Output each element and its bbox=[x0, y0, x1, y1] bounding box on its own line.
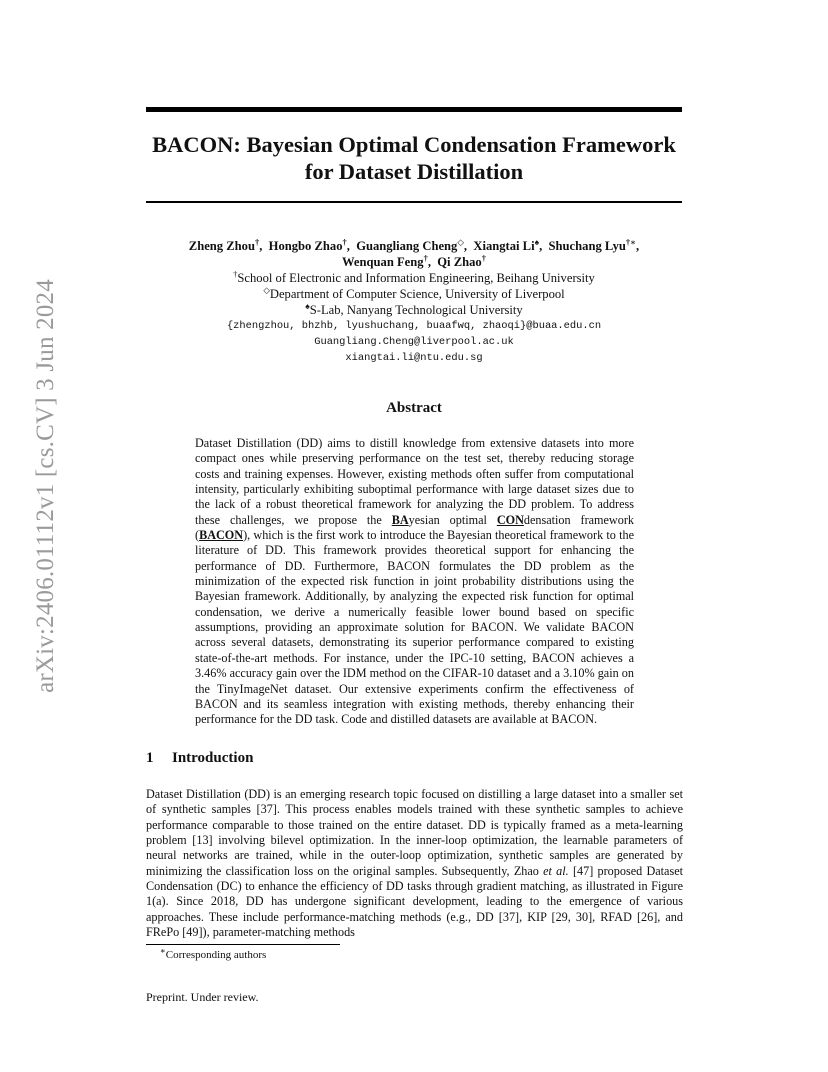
author-name: Xiangtai Li bbox=[473, 239, 535, 253]
arxiv-stamp bbox=[26, 279, 66, 693]
title-top-rule bbox=[146, 107, 682, 112]
affiliation-mark: ♠ bbox=[305, 300, 310, 311]
acronym-ba: BA bbox=[391, 512, 409, 527]
author-name: Shuchang Lyu bbox=[548, 239, 626, 253]
author-mark: † bbox=[342, 236, 347, 247]
affiliation-mark: ◇ bbox=[263, 284, 270, 295]
abstract-text: densation framework ( bbox=[195, 512, 634, 543]
affiliation-liverpool bbox=[146, 286, 682, 302]
affiliation-text: S-Lab, Nanyang Technological University bbox=[309, 303, 523, 317]
title-bottom-rule bbox=[146, 201, 682, 203]
author-mark: † bbox=[254, 236, 260, 247]
intro-text: [47] proposed Dataset Condensation (DC) to enhance the efficiency of DD tasks through gradient matching, as illustrated in Figure 1(a). Since 2018, DD has undergone significant development, leading to the emergence of various approaches. These include performance-matching methods (e.g., DD [37], KIP [29, 30], RFAD [26], and FRePo [49]), parameter-matching methods bbox=[146, 863, 684, 940]
arxiv-stamp-text: arXiv:2406.01112v1 [cs.CV] 3 Jun 2024 bbox=[32, 279, 59, 693]
email-ntu[interactable]: xiangtai.li@ntu.edu.sg bbox=[345, 352, 483, 364]
section-title: Introduction bbox=[172, 750, 254, 766]
page-footer: Preprint. Under review. bbox=[146, 990, 259, 1004]
intro-etal: et al. bbox=[543, 863, 569, 878]
abstract-text: Dataset Distillation (DD) aims to distill knowledge from extensive datasets into more compact ones while preserving performance on the test set, thereby reducing storage costs and training expenses. However, existing methods often suffer from computational intensity, particularly exhibiting suboptimal performance with large dataset sizes due to the lack of a robust theoretical framework for analyzing the DD problem. To address these challenges, we propose the bbox=[195, 436, 634, 527]
introduction-body bbox=[146, 787, 683, 940]
author-mark: † bbox=[481, 252, 486, 263]
author-mark: ◇ bbox=[457, 236, 464, 247]
abstract-text: ), which is the first work to introduce the Bayesian theoretical framework to the literature of DD. This framework provides theoretical support for enhancing the performance of DD. Furthermore, BACON formulates the DD problem as the minimization of the expected risk function in joint probability distributions using the Bayesian framework. Additionally, by analyzing the expected risk function for optimal condensation, we derive a numerically feasible lower bound based on specific assumptions, providing an approximate solution for BACON. We validate BACON across several datasets, demonstrating its superior performance compared to existing state-of-the-art methods. For instance, under the IPC-10 setting, BACON achieves a 3.46% accuracy gain over the IDM method on the CIFAR-10 dataset and a 3.10% gain on the TinyImageNet dataset. Our extensive experiments confirm the effectiveness of BACON and its seamless integration with existing methods, thereby enhancing their performance for the DD task. Code and distilled datasets are available at BACON. bbox=[195, 528, 634, 727]
acronym-con: CON bbox=[496, 512, 524, 527]
abstract-text: yesian optimal bbox=[408, 512, 497, 527]
section-heading bbox=[146, 750, 253, 767]
footnote-text: Corresponding authors bbox=[165, 949, 267, 961]
abstract-body bbox=[195, 436, 634, 728]
author-list: Zheng Zhou†, Hongbo Zhao†, Guangliang Cheng◇, Xiangtai Li♠, Shuchang Lyu†∗, Wenquan Feng†, Qi Zhao† bbox=[188, 236, 640, 269]
intro-text: Dataset Distillation (DD) is an emerging research topic focused on distilling a large dataset into a smaller set of synthetic samples [37]. This process enables models trained with these synthetic samples to achieve performance comparable to those trained on the entire dataset. DD is typically framed as a meta-learning problem [13] involving bilevel optimization. In the inner-loop optimization, the learnable parameters of neural networks are trained, while in the outer-loop optimization, synthetic samples are generated by minimizing the classification loss on the original samples. Subsequently, Zhao bbox=[146, 787, 683, 878]
author-name: Guangliang Cheng bbox=[356, 239, 458, 253]
author-name: Wenquan Feng bbox=[342, 255, 424, 269]
email-liverpool[interactable]: Guangliang.Cheng@liverpool.ac.uk bbox=[314, 336, 514, 348]
section-number: 1 bbox=[146, 750, 154, 766]
paper-title bbox=[146, 131, 682, 185]
title-line-2: for Dataset Distillation bbox=[304, 159, 524, 184]
author-name: Qi Zhao bbox=[437, 255, 482, 269]
affiliation-mark: † bbox=[233, 268, 238, 279]
affiliation-beihang bbox=[146, 270, 682, 286]
affiliations bbox=[146, 270, 682, 366]
author-name: Hongbo Zhao bbox=[268, 239, 343, 253]
author-name: Zheng Zhou bbox=[188, 239, 255, 253]
affiliation-ntu bbox=[146, 302, 682, 318]
footnote bbox=[160, 945, 267, 961]
acronym-bacon: BACON bbox=[199, 528, 244, 543]
author-mark: ♠ bbox=[534, 236, 540, 247]
footnote-mark: ∗ bbox=[160, 945, 166, 956]
title-line-1: BACON: Bayesian Optimal Condensation Framework bbox=[152, 132, 676, 157]
author-mark: †∗ bbox=[625, 236, 637, 247]
affiliation-text: Department of Computer Science, University of Liverpool bbox=[269, 287, 565, 301]
footnote-rule bbox=[146, 944, 340, 945]
email-beihang[interactable]: {zhengzhou, bhzhb, lyushuchang, buaafwq, zhaoqi}@buaa.edu.cn bbox=[226, 320, 602, 332]
abstract-heading: Abstract bbox=[386, 400, 442, 416]
author-mark: † bbox=[423, 252, 428, 263]
affiliation-text: School of Electronic and Information Engineering, Beihang University bbox=[237, 271, 595, 285]
